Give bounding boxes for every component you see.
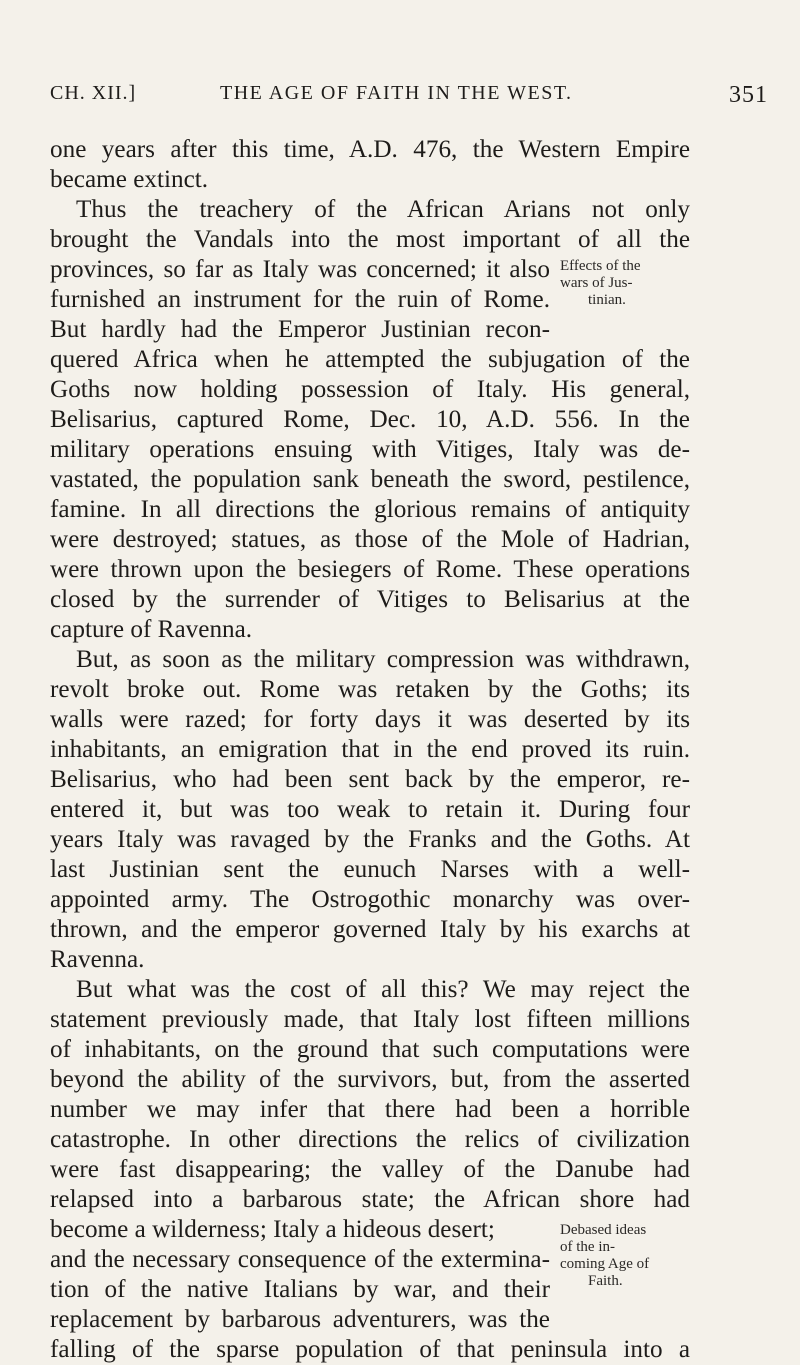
sidenote-line: tinian. (588, 292, 626, 308)
text-line: become a wilderness; Italy a hideous desert; (50, 1216, 495, 1243)
sidenote-debased-ideas (560, 1222, 649, 1290)
running-title: THE AGE OF FAITH IN THE WEST. (220, 82, 573, 104)
text-line: Goths now holding possession of Italy. His general, (50, 376, 690, 403)
text-line: entered it, but was too weak to retain it. During four (50, 796, 690, 823)
sidenote-line: coming Age of (560, 1256, 650, 1272)
text-line: quered Africa when he attempted the subjugation of the (50, 346, 690, 373)
text-line: military operations ensuing with Vitiges, Italy was de- (50, 436, 690, 463)
text-line: last Justinian sent the eunuch Narses with a well- (50, 856, 690, 883)
text-line: falling of the sparse population of that peninsula into a (50, 1336, 690, 1363)
chapter-label: CH. XII.] (50, 82, 137, 104)
sidenote-effects-of-wars (560, 258, 641, 309)
text-line: brought the Vandals into the most important of all the (50, 226, 690, 253)
text-line: appointed army. The Ostrogothic monarchy was over- (50, 886, 690, 913)
text-line: walls were razed; for forty days it was deserted by its (50, 706, 690, 733)
text-line: revolt broke out. Rome was retaken by the Goths; its (50, 676, 690, 703)
text-line: were destroyed; statues, as those of the Mole of Hadrian, (50, 526, 690, 553)
text-line: catastrophe. In other directions the relics of civilization (50, 1126, 690, 1153)
sidenote-line: Effects of the (560, 258, 641, 274)
text-line: vastated, the population sank beneath the sword, pestilence, (50, 466, 690, 493)
text-line: tion of the native Italians by war, and their (50, 1276, 550, 1303)
text-line: But, as soon as the military compression was withdrawn, (76, 646, 690, 673)
text-line: statement previously made, that Italy lost fifteen millions (50, 1006, 690, 1033)
text-line: of inhabitants, on the ground that such computations were (50, 1036, 690, 1063)
text-line: became extinct. (50, 166, 209, 193)
text-line: beyond the ability of the survivors, but, from the asserted (50, 1066, 690, 1093)
sidenote-line: of the in- (560, 1239, 615, 1255)
text-line: one years after this time, A.D. 476, the Western Empire (50, 136, 690, 163)
text-line: were thrown upon the besiegers of Rome. These operations (50, 556, 690, 583)
text-line: But what was the cost of all this? We may reject the (76, 976, 690, 1003)
sidenote-line: Debased ideas (560, 1222, 647, 1238)
text-line: Belisarius, who had been sent back by the emperor, re- (50, 766, 690, 793)
text-line: Ravenna. (50, 946, 145, 973)
text-line: thrown, and the emperor governed Italy by his exarchs at (50, 916, 690, 943)
text-line: relapsed into a barbarous state; the African shore had (50, 1186, 690, 1213)
text-line: Thus the treachery of the African Arians not only (76, 196, 690, 223)
text-line: years Italy was ravaged by the Franks and the Goths. At (50, 826, 690, 853)
text-line: number we may infer that there had been a horrible (50, 1096, 690, 1123)
page-number: 351 (729, 82, 768, 108)
text-line: Belisarius, captured Rome, Dec. 10, A.D. 556. In the (50, 406, 690, 433)
text-line: inhabitants, an emigration that in the end proved its ruin. (50, 736, 690, 763)
running-header (50, 82, 768, 112)
sidenote-line: wars of Jus- (560, 275, 633, 291)
sidenote-line: Faith. (588, 1273, 623, 1289)
text-line: famine. In all directions the glorious remains of antiquity (50, 496, 690, 523)
text-line: and the necessary consequence of the extermina- (50, 1246, 550, 1273)
text-line: furnished an instrument for the ruin of Rome. (50, 286, 550, 313)
text-line: replacement by barbarous adventurers, was the (50, 1306, 550, 1333)
text-line: But hardly had the Emperor Justinian recon- (50, 316, 550, 343)
text-line: were fast disappearing; the valley of the Danube had (50, 1156, 690, 1183)
text-line: closed by the surrender of Vitiges to Belisarius at the (50, 586, 690, 613)
text-line: capture of Ravenna. (50, 616, 253, 643)
text-line: provinces, so far as Italy was concerned; it also (50, 256, 550, 283)
